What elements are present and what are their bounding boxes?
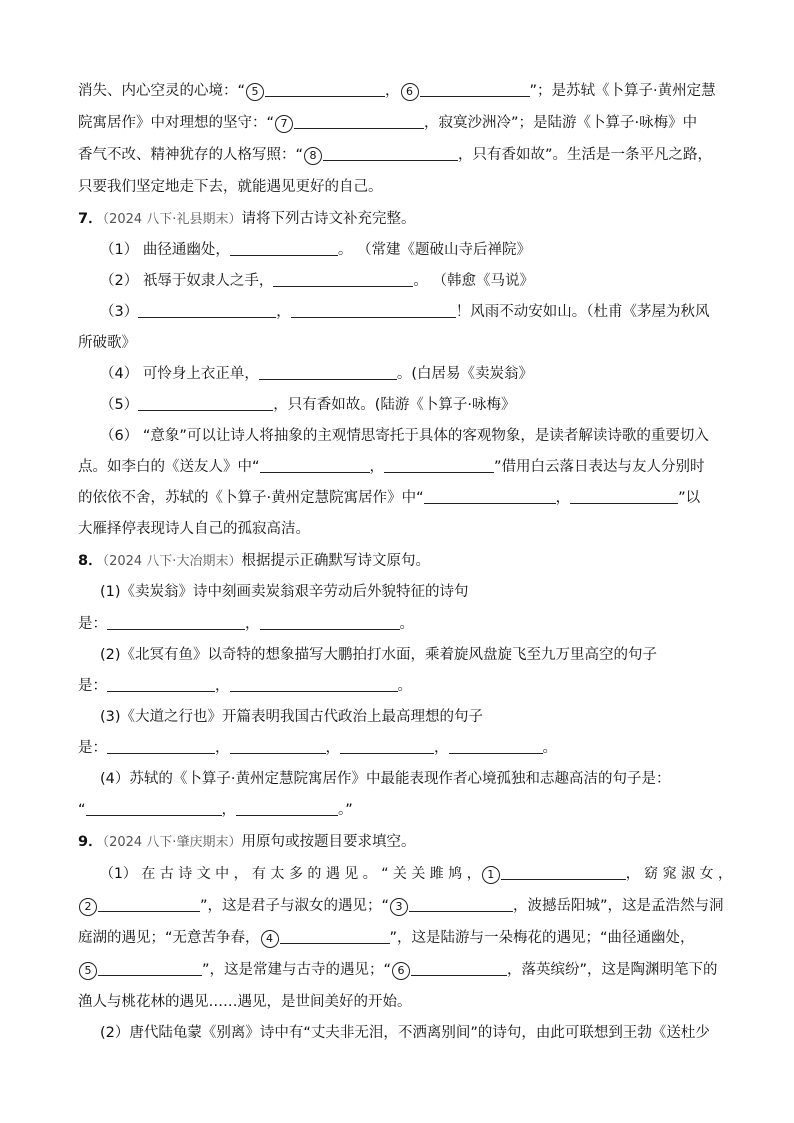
circle-number: 5 <box>246 83 264 101</box>
question-7-item-6-line-2: 点。如李白的《送友人》中“ ， ”借用白云落日表达与友人分别时 <box>78 459 705 475</box>
circle-number: 7 <box>275 115 293 133</box>
question-9-header: 9．（2024 八下·肇庆期末）用原句或按题目要求填空。 <box>78 834 416 850</box>
question-source: （2024 八下·大冶期末） <box>102 554 242 569</box>
question-9-item-1-line-4: 5 ”，这是常建与古寺的遇见；“ 6 ，落英缤纷”，这是陶渊明笔下的 <box>78 960 718 980</box>
blank[interactable] <box>236 801 338 816</box>
question-7-item-3: （3） ， ！风雨不动安如山。（杜甫《茅屋为秋风 <box>100 304 710 320</box>
question-7-item-3-cont: 所破歌》 <box>78 335 136 351</box>
question-8-item-3-answer: 是： ， ， ， 。 <box>78 740 557 756</box>
blank[interactable] <box>107 739 215 754</box>
question-7-header: 7．（2024 八下·礼县期末）请将下列古诗文补充完整。 <box>78 211 416 227</box>
blank[interactable] <box>98 961 202 976</box>
blank[interactable] <box>501 865 626 880</box>
question-8-item-1-answer: 是： ， 。 <box>78 616 414 632</box>
circle-number: 6 <box>392 962 410 980</box>
blank[interactable] <box>230 677 398 692</box>
question-8-item-2-answer: 是： ， 。 <box>78 678 412 694</box>
blank[interactable] <box>98 897 200 912</box>
blank[interactable] <box>449 739 543 754</box>
question-7-item-4: （4） 可怜身上衣正单， 。(白居易《卖炭翁》 <box>100 366 533 382</box>
blank[interactable] <box>260 458 370 473</box>
blank[interactable] <box>107 615 245 630</box>
question-7-item-6: （6） “意象”可以让诗人将抽象的主观情思寄托于具体的客观物象，是读者解读诗歌的重要切入 <box>100 428 709 444</box>
blank[interactable] <box>273 272 413 287</box>
circle-number: 1 <box>482 866 500 884</box>
blank[interactable] <box>280 929 390 944</box>
question-8-item-4-answer: “ ， 。” <box>78 802 353 818</box>
question-source: （2024 八下·礼县期末） <box>102 212 242 227</box>
circle-number: 8 <box>304 147 322 165</box>
blank[interactable] <box>409 897 513 912</box>
question-7-item-2: （2） 祇辱于奴隶人之手， 。 （韩愈《马说》 <box>100 273 534 289</box>
blank[interactable] <box>86 801 222 816</box>
blank[interactable] <box>340 739 434 754</box>
question-9-item-1-line-3: 庭湖的遇见；“无意苦争春， 4 ”，这是陆游与一朵梅花的遇见；“曲径通幽处， <box>78 930 695 946</box>
question-8-item-2: (2)《北冥有鱼》以奇特的想象描写大鹏拍打水面，乘着旋风盘旋飞至九万里高空的句子 <box>100 647 658 663</box>
blank[interactable] <box>411 961 507 976</box>
question-7-item-1: （1） 曲径通幽处， 。 （常建《题破山寺后禅院》 <box>100 242 531 258</box>
question-9-item-1-line-2: 2 ”，这是君子与淑女的遇见；“ 3 ，波撼岳阳城”，这是孟浩然与洞 <box>78 896 724 916</box>
blank[interactable] <box>294 114 424 129</box>
paragraph-line: 消失、内心空灵的心境：“ 5 ， 6 ”；是苏轼《卜算子·黄州定慧 <box>78 83 716 99</box>
blank[interactable] <box>230 241 338 256</box>
circle-number: 3 <box>390 898 408 916</box>
question-8-item-3: (3)《大道之行也》开篇表明我国古代政治上最高理想的句子 <box>100 709 484 725</box>
blank[interactable] <box>259 365 397 380</box>
question-8-header: 8．（2024 八下·大冶期末）根据提示正确默写诗文原句。 <box>78 553 430 569</box>
circle-number: 6 <box>401 83 419 101</box>
blank[interactable] <box>420 82 530 97</box>
paragraph-line: 只要我们坚定地走下去，就能遇见更好的自己。 <box>78 179 383 195</box>
question-7-item-6-line-3: 的依依不舍，苏轼的《卜算子·黄州定慧院寓居作》中“ ， ”以 <box>78 490 701 506</box>
question-source: （2024 八下·肇庆期末） <box>102 835 242 850</box>
question-9-item-1-line-5: 渔人与桃花林的遇见……遇见，是世间美好的开始。 <box>78 994 412 1010</box>
question-7-item-5: （5） ，只有香如故。(陆游《卜算子·咏梅》 <box>100 397 516 413</box>
question-9-item-2: (2）唐代陆龟蒙《别离》诗中有“丈夫非无泪，不洒离别间”的诗句，由此可联想到王勃《送杜少 <box>100 1025 710 1041</box>
blank[interactable] <box>424 489 556 504</box>
blank[interactable] <box>107 677 215 692</box>
question-7-item-6-line-4: 大雁择停表现诗人自己的孤寂高洁。 <box>78 521 310 537</box>
blank[interactable] <box>230 739 326 754</box>
question-8-item-4: (4）苏轼的《卜算子·黄州定慧院寓居作》中最能表现作者心境孤独和志趣高洁的句子是： <box>100 771 671 787</box>
question-8-item-1: (1)《卖炭翁》诗中刻画卖炭翁艰辛劳动后外貌特征的诗句 <box>100 584 469 600</box>
blank[interactable] <box>138 303 276 318</box>
blank[interactable] <box>138 396 273 411</box>
circle-number: 4 <box>261 930 279 948</box>
blank[interactable] <box>291 303 456 318</box>
paragraph-line: 香气不改、精神犹存的人格写照：“ 8 ，只有香如故”。生活是一条平凡之路， <box>78 147 713 163</box>
paragraph-line: 院寓居作》中对理想的坚守：“ 7 ，寂寞沙洲冷”；是陆游《卜算子·咏梅》中 <box>78 115 698 131</box>
blank[interactable] <box>265 82 385 97</box>
blank[interactable] <box>260 615 400 630</box>
blank[interactable] <box>323 146 458 161</box>
blank[interactable] <box>570 489 678 504</box>
circle-number: 5 <box>79 962 97 980</box>
blank[interactable] <box>384 458 494 473</box>
question-9-item-1: （1） 在 古 诗 文 中 ， 有 太 多 的 遇 见 。 “ 关 关 雎 鸠 ， 1 ， 窈 窕 淑 女 ， <box>100 866 732 882</box>
circle-number: 2 <box>79 898 97 916</box>
